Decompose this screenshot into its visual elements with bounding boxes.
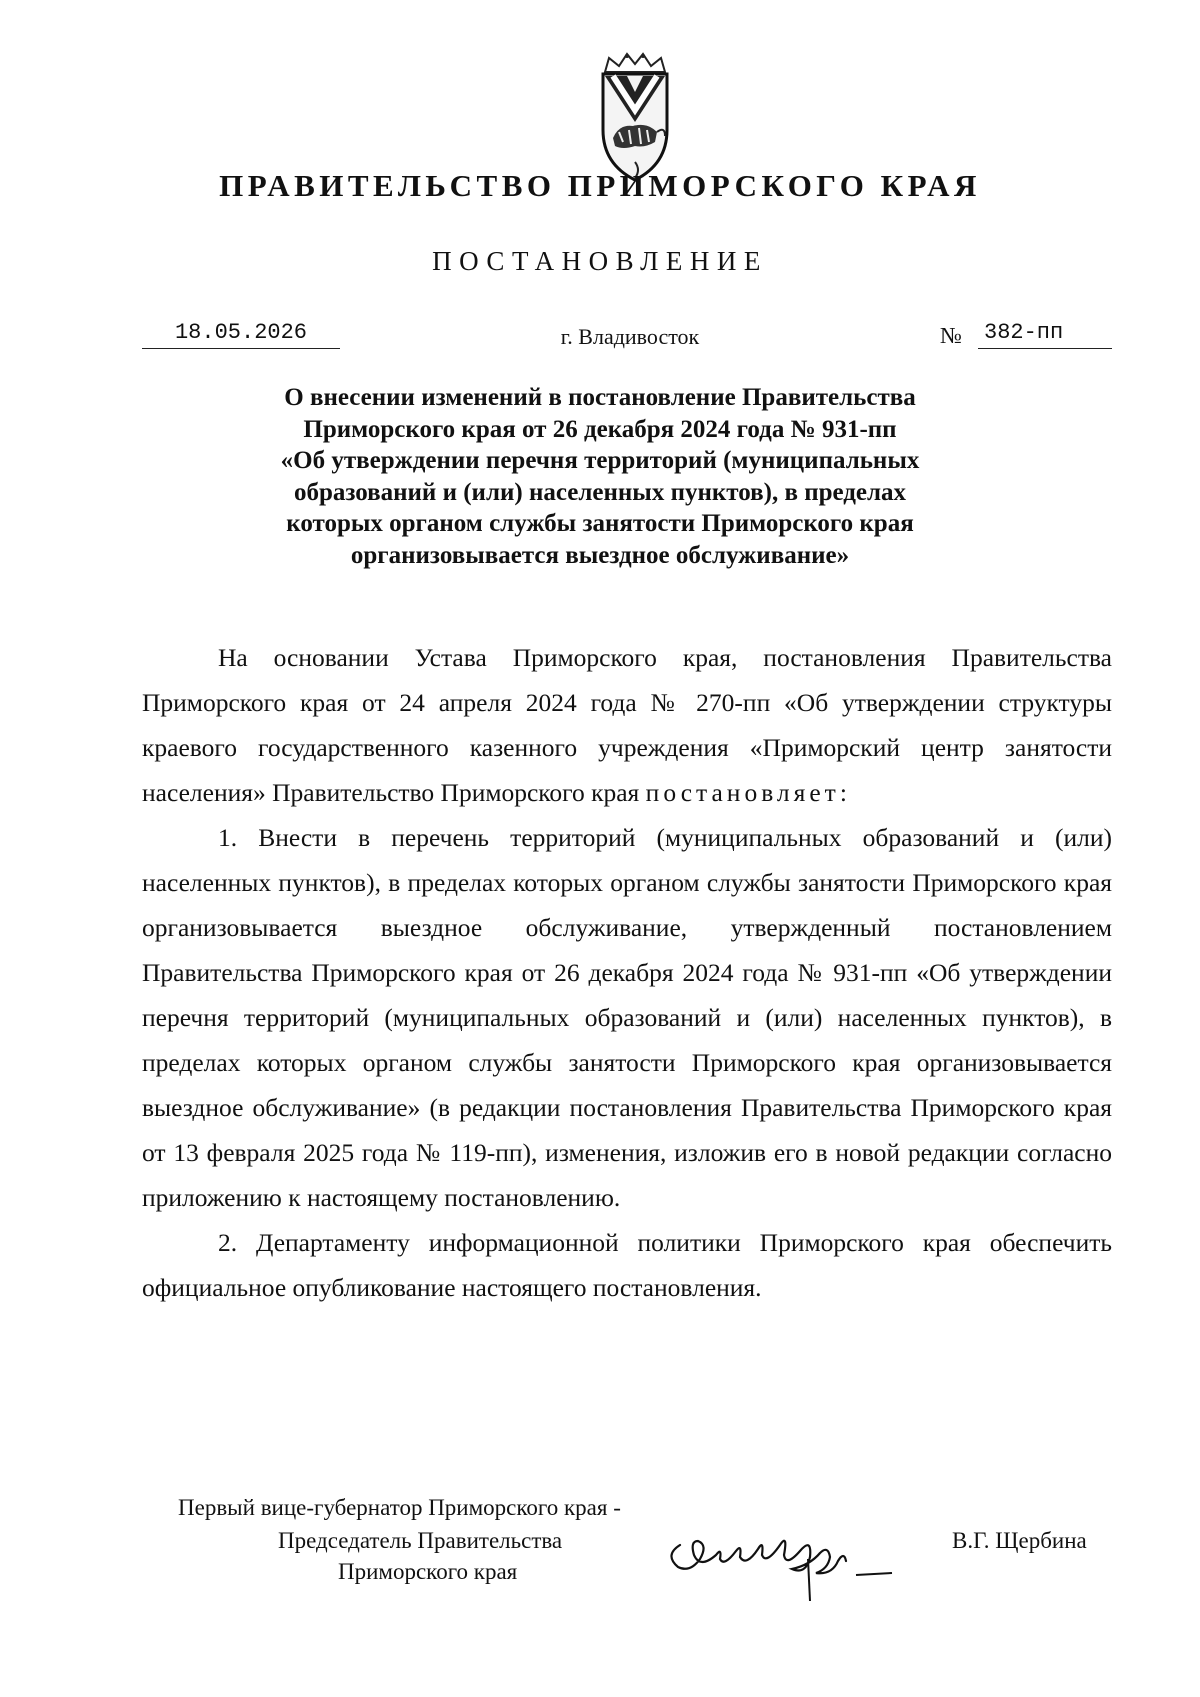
resolves-colon: : [839,778,847,807]
signer-position-line: Председатель Правительства [278,1528,563,1553]
title-line: Приморского края от 26 декабря 2024 года № 931-пп [303,415,897,443]
item-2-paragraph: 2. Департаменту информационной политики Приморского края обеспечить официальное опубликование настоящего постановления. [142,1228,1112,1302]
title-line: образований и (или) населенных пунктов), в пределах [293,478,907,506]
title-line: которых органом службы занятости Приморского края [286,510,914,537]
document-city: г. Владивосток [560,324,700,349]
document-type: ПОСТАНОВЛЕНИЕ [432,246,768,276]
signature-block [0,1495,1200,1595]
handwritten-signature-icon [660,1515,900,1610]
date-field [142,318,340,349]
document-title [170,382,1030,571]
document-number: 382-пп [984,320,1064,345]
government-name: ПРАВИТЕЛЬСТВО ПРИМОРСКОГО КРАЯ [219,168,981,203]
preamble-text: На основании Устава Приморского края, постановления Правительства Приморского края от 24 апреля 2024 года № 270-пп «Об утверждении структуры краевого государственного казенного учреждения «Приморский центр занятости населения» Правительство Приморского края [142,643,1112,807]
title-line: О внесении изменений в постановление Правительства [284,384,916,411]
document-body [142,635,1112,1310]
number-field [978,318,1112,349]
signer-name: В.Г. Щербина [952,1528,1087,1553]
number-label: № [940,323,962,348]
preamble-paragraph [142,635,1112,815]
primorsky-coat-of-arms-icon [575,52,695,184]
document-meta [0,318,1200,358]
title-line: «Об утверждении перечня территорий (муниципальных [280,447,920,474]
item-1-paragraph: 1. Внести в перечень территорий (муниципальных образований и (или) населенных пунктов), в пределах которых органом службы занятости Приморского края организовывается выездное обслуживание, утвержденный постановлением Правительства Приморского края от 26 декабря 2024 года № 931-пп «Об утверждении перечня территорий (муниципальных образований и (или) населенных пунктов), в пределах которых органом службы занятости Приморского края организовывается выездное обслуживание» (в редакции постановления Правительства Приморского края от 13 февраля 2025 года № 119-пп), изменения, изложив его в новой редакции согласно приложению к настоящему постановлению. [142,823,1112,1212]
resolves-word: постановляет [645,778,840,807]
title-line: организовывается выездное обслуживание» [350,541,850,569]
document-date: 18.05.2026 [174,320,308,345]
signer-position-line: Приморского края [338,1559,518,1584]
signer-position-line: Первый вице-губернатор Приморского края - [178,1495,621,1520]
